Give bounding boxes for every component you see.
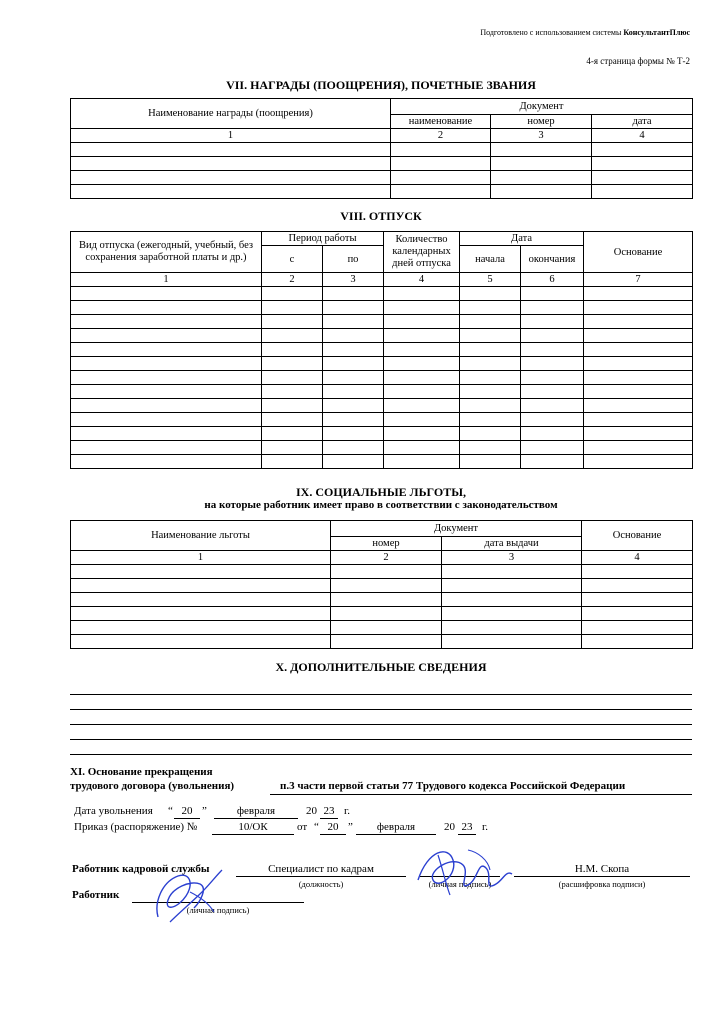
extra-info-line [70,694,692,695]
col-num: 3 [491,129,592,143]
col-doc-date: дата [592,115,693,129]
table-row [71,315,693,329]
hr-sign-caption: (личная подпись) [428,879,492,889]
col-award-name: Наименование награды (поощрения) [71,99,391,129]
year-suffix: г. [344,805,351,817]
table-row [71,185,693,199]
order-label: Приказ (распоряжение) № [74,821,198,833]
col-num: 2 [391,129,491,143]
col-days: Количество календарных дней отпуска [384,232,460,273]
extra-info-line [70,709,692,710]
table-row [71,329,693,343]
quote-open: “ [314,821,319,833]
table-row [71,565,693,579]
prepared-by-note [480,28,690,37]
table-row [71,635,693,649]
hr-name-line [514,876,690,877]
col-number: номер [331,537,442,551]
section11-title-line2: трудового договора (увольнения) [70,780,235,792]
order-day: 20 [327,821,339,833]
col-num: 5 [460,273,521,287]
col-num: 1 [71,129,391,143]
col-num: 3 [442,551,582,565]
dismissal-day-line [174,818,200,819]
order-year: 23 [461,821,473,833]
extra-info-line [70,724,692,725]
table-row [71,441,693,455]
dismissal-month-line [214,818,298,819]
col-basis: Основание [584,232,693,273]
table-row [71,301,693,315]
table-row [71,287,693,301]
order-day-line [320,834,346,835]
col-from: с [262,246,323,273]
col-start: начала [460,246,521,273]
extra-info-line [70,754,692,755]
table-row [71,171,693,185]
col-num: 3 [323,273,384,287]
table-row [71,413,693,427]
order-year-line [458,834,476,835]
termination-basis-value: п.3 части первой статьи 77 Трудового кодекса Российской Федерации [280,780,626,792]
col-document: Документ [391,99,693,115]
table-row [71,371,693,385]
col-num: 4 [592,129,693,143]
year-suffix: г. [482,821,489,833]
table-row [71,621,693,635]
order-month-line [356,834,436,835]
extra-info-line [70,739,692,740]
table-row [71,579,693,593]
col-num: 4 [582,551,693,565]
col-to: по [323,246,384,273]
col-basis: Основание [582,521,693,551]
table-row [71,607,693,621]
hr-position-line [236,876,406,877]
col-num: 2 [331,551,442,565]
order-from: от [297,821,308,833]
employee-signature-icon [150,862,230,928]
hr-position-caption: (должность) [298,879,344,889]
table-row [71,143,693,157]
quote-close: ” [348,821,353,833]
col-vacation-type: Вид отпуска (ежегодный, учебный, без сохранения заработной платы и др.) [71,232,262,273]
col-benefit-name: Наименование льготы [71,521,331,551]
hr-name-caption: (расшифровка подписи) [558,879,646,889]
employee-sign-caption: (личная подпись) [186,905,250,915]
section9-subtitle: на которые работник имеет право в соответствии с законодательством [204,499,558,511]
table-row [71,385,693,399]
dismissal-date-label: Дата увольнения [74,805,153,817]
dismissal-year: 23 [323,805,335,817]
col-end: окончания [521,246,584,273]
table-row [71,157,693,171]
table-row [71,455,693,469]
hr-name: Н.М. Скопа [574,863,630,875]
hr-worker-label: Работник кадровой службы [72,863,210,875]
col-num: 1 [71,273,262,287]
year-prefix: 20 [306,805,317,817]
col-issue-date: дата выдачи [442,537,582,551]
termination-basis-line [270,794,692,795]
table-row [71,593,693,607]
dismissal-month: февраля [236,805,276,817]
col-period: Период работы [262,232,384,246]
col-num: 1 [71,551,331,565]
col-doc-number: номер [491,115,592,129]
table-row [71,357,693,371]
table-row [71,399,693,413]
section11-title: XI. Основание прекращения [70,766,213,778]
section9-title: IX. СОЦИАЛЬНЫЕ ЛЬГОТЫ, [296,485,466,499]
hr-position: Специалист по кадрам [268,863,374,875]
vacation-table [70,231,693,469]
order-month: февраля [376,821,416,833]
col-num: 4 [384,273,460,287]
section10-title: X. ДОПОЛНИТЕЛЬНЫЕ СВЕДЕНИЯ [275,660,487,674]
quote-open: “ [168,805,173,817]
col-date: Дата [460,232,584,246]
col-document: Документ [331,521,582,537]
dismissal-day: 20 [181,805,193,817]
benefits-table [70,520,693,649]
page-note: 4-я страница формы № Т-2 [586,56,690,66]
col-num: 6 [521,273,584,287]
col-doc-name: наименование [391,115,491,129]
col-num: 2 [262,273,323,287]
dismissal-year-line [320,818,338,819]
quote-close: ” [202,805,207,817]
order-number: 10/ОК [238,821,268,833]
prepared-prefix: Подготовлено с использованием системы [480,28,622,37]
awards-table [70,98,693,199]
section8-title: VIII. ОТПУСК [340,209,422,223]
year-prefix: 20 [444,821,455,833]
table-row [71,343,693,357]
prepared-brand: КонсультантПлюс [623,28,690,37]
order-number-line [212,834,294,835]
col-num: 7 [584,273,693,287]
employee-label: Работник [72,889,120,901]
hr-signature-icon [408,840,518,900]
table-row [71,427,693,441]
section7-title: VII. НАГРАДЫ (ПООЩРЕНИЯ), ПОЧЕТНЫЕ ЗВАНИЯ [226,78,536,92]
